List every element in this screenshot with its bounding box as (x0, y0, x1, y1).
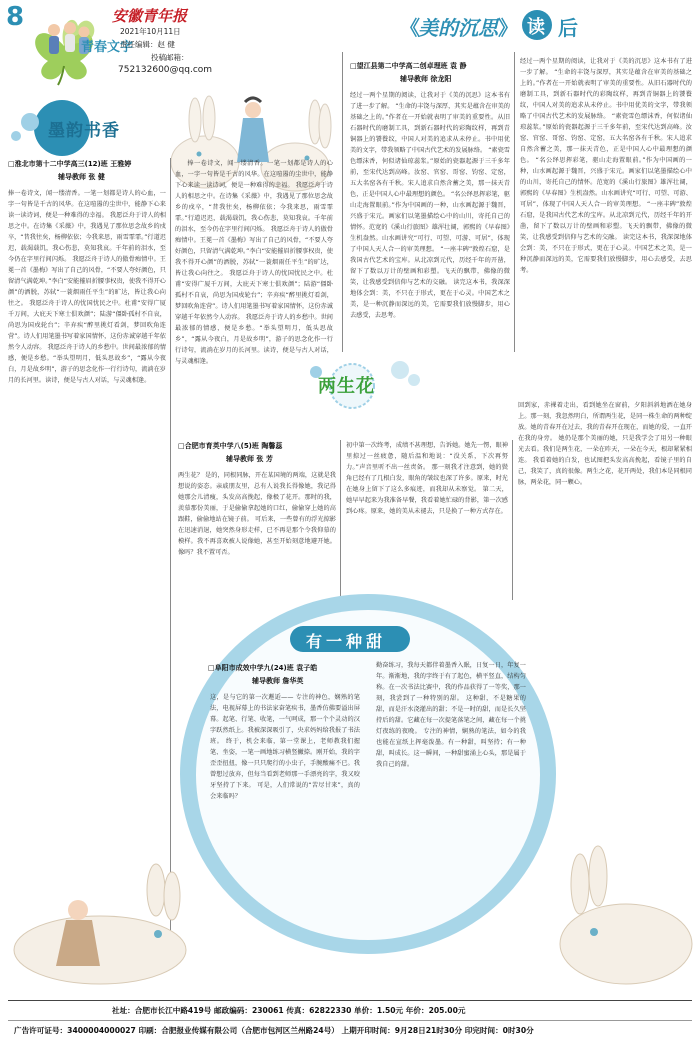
article2-body-col2: 经过一两个星期的阅读，让我对于《美的沉思》这本书有了进一步了解。 “生命的丰饶与深厚，其实是蕴含在审美的基础之上的。”作者在一开始就表明了审美的重要性。从旧石器时代的磨制工具，到新石器时代的彩陶纹样，再到青铜器上的饕餮纹，中国人对美的追求从未停止。书中用优美的文字，带我领略了中国古代艺术的发展脉络。 “素瓷雪色缥沫香，何似诸仙琼蕊浆。”原始的瓷器起源于三千多年前，至宋代达到高峰。汝窑、官窑、哥窑、钧窑、定窑，五大名窑各有千秋。宋人追求自然含蓄之美，那一抹天青色，正是中国人心中最理想的颜色。 “名公绎思挥彩笔，驱山走海置眼前。”作为中国画的一种，山水画起源于魏晋，兴盛于宋元。画家们以笔墨描绘心中的山川，寄托自己的情怀。范宽的《溪山行旅图》雄浑壮阔，郭熙的《早春图》生机盎然。山水画讲究“可行、可望、可游、可居”，体现了中国人天人合一的审美理想。 “一座丰碑”敦煌石窟，是我国古代艺术的宝库。从北凉到元代，历经千年的开凿，留下了数以万计的壁画和彩塑。飞天的飘带，佛像的微笑，让我感受到信仰与艺术的交融。 读完这本书，我深深地体会到：美，不只在于形式，更在于心灵。中国艺术之美，是一种沉静而深远的美，它需要我们放慢脚步，用心去感受，去思考。 (520, 58, 692, 274)
section-title-moyun: 墨韵书香 (48, 121, 120, 141)
section-title-liangsheng: 两生花 (318, 376, 375, 397)
article2-body-col1: 经过一两个星期的阅读，让我对于《美的沉思》这本书有了进一步了解。 “生命的丰饶与深厚，其实是蕴含在审美的基础之上的。”作者在一开始就表明了审美的重要性。从旧石器时代的磨制工具，到新石器时代的彩陶纹样，再到青铜器上的饕餮纹，中国人对美的追求从未停止。书中用优美的文字，带我领略了中国古代艺术的发展脉络。 “素瓷雪色缥沫香，何似诸仙琼蕊浆。”原始的瓷器起源于三千多年前，至宋代达到高峰。汝窑、官窑、哥窑、钧窑、定窑，五大名窑各有千秋。宋人追求自然含蓄之美，那一抹天青色，正是中国人心中最理想的颜色。 “名公绎思挥彩笔，驱山走海置眼前。”作为中国画的一种，山水画起源于魏晋，兴盛于宋元。画家们以笔墨描绘心中的山川，寄托自己的情怀。范宽的《溪山行旅图》雄浑壮阔，郭熙的《早春图》生机盎然。山水画讲究“可行、可望、可游、可居”，体现了中国人天人合一的审美理想。 “一座丰碑”敦煌石窟，是我国古代艺术的宝库。从北凉到元代，历经千年的开凿，留下了数以万计的壁画和彩塑。飞天的飘带，佛像的微笑，让我感受到信仰与艺术的交融。 读完这本书，我深深地体会到：美，不只在于形式，更在于心灵。中国艺术之美，是一种沉静而深远的美，它需要我们放慢脚步，用心去感受，去思考。 (350, 92, 510, 319)
article3-body-col1: 两生花？ 是的，同根同脉，开在某国境的两端，这就是我想说的姿态。亲戚朋友里，总有人说我长得像她，我记得她那会儿清瘦，头发高高挽起，像极了花开。那时的我，羡慕那份美丽，于是偷偷拿起她的口红，偷偷穿上她的高跟鞋，偷偷地站在镜子前。 可后来，一些曾有的浮光掠影在迅速消退，她突然身形走样，已不再是那个令我仰慕的模样。我不再喜欢被人说像她，甚至开始刻意地避开她。 像吗？我不置可否。 (178, 472, 336, 556)
article4-teacher: 辅导教师 詹华英 (252, 677, 304, 685)
column-name: 青春文字 (81, 40, 134, 55)
heading-circle-char: 读 (527, 17, 545, 38)
article4-body-col1: 这，是与它的第一次邂逅—— 专注的神色，娴熟的笔法，电视屏幕上的书法家奋笔疾书，墨香仿佛要溢出屏幕。起笔、行笔、收笔，一气呵成，那一个个灵动的汉字跃然纸上。我被深深吸引了，央求妈妈给我报了书法班。 终于，机会来临，第一堂课上，老师教我们握笔、坐姿，一笔一画地练习横竖撇捺。刚开始，我的字歪歪扭扭，像一只只爬行的小虫子，手腕酸痛不已。我曾想过放弃，但每当看到老师那一手漂亮的字，我又咬牙坚持了下来。 可是，人们常说的“苦尽甘来”，真的会来临吗？ (210, 694, 360, 800)
article4-school: □阜阳市成效中学九(24)班 袁子皓 (208, 664, 318, 672)
submission-email-label: 投稿邮箱： (151, 53, 189, 62)
article2-teacher: 辅导教师 徐龙阳 (400, 75, 452, 83)
submission-email: 752132600@qq.com (118, 65, 213, 75)
paper-name: 安徽青年报 (112, 7, 188, 25)
article1-body: 捧一卷诗文，闻一缕清香。一笔一划都是诗人的心血，一字一句皆是千古的风华。在这喧嚣的尘世中，能静下心来读一读诗词，便是一种难得的幸福。 我愿泛舟于诗人的相思之中。在诗集《采薇》中，我遇见了那位思念故乡的戍卒，“昔我往矣，杨柳依依；今我来思，雨雪霏霏。”行道迟迟，载渴载饥，我心伤悲，莫知我哀。千年前的泪水，至今仍在字里行间闪烁。 我愿泛舟于诗人的傲骨痴情中。王冕一首《墨梅》写出了自己的风骨，“不要人夸好颜色，只留清气满乾坤。”李白“安能摧眉折腰事权贵，使我不得开心颜”的洒脱，苏轼“一蓑烟雨任平生”的旷达，皆让我心向往之。 我愿泛舟于诗人的忧国忧民之中。杜甫“安得广厦千万间，大庇天下寒士俱欢颜”；陆游“僵卧孤村不自哀，尚思为国戍轮台”；辛弃疾“醉里挑灯看剑，梦回吹角连营”。诗人们用笔墨书写着家国情怀，这份赤诚穿越千年依然令人动容。 我愿泛舟于诗人的乡愁中。世间最浓郁的情感，便是乡愁。“举头望明月，低头思故乡”，“露从今夜白，月是故乡明”，游子的思念化作一行行诗句，流淌在岁月的长河里。读诗，便是与古人对话，与灵魂相逢。 (8, 190, 166, 384)
heading-right-mark: 》 (498, 16, 518, 40)
heading-after: 后 (558, 16, 578, 40)
feature-heading (400, 10, 690, 46)
article1-teacher: 辅导教师 张 健 (58, 173, 105, 181)
article1-body-col2 (175, 158, 333, 365)
article3-school: □合肥市育英中学八(5)班 陶馨蕊 (178, 442, 283, 450)
article1-continued: 捧一卷诗文，闻一缕清香。一笔一划都是诗人的心血，一字一句皆是千古的风华。在这喧嚣的尘世中，能静下心来读一读诗词，便是一种难得的幸福。 我愿泛舟于诗人的相思之中。在诗集《采薇》中，我遇见了那位思念故乡的戍卒，“昔我往矣，杨柳依依；今我来思，雨雪霏霏。”行道迟迟，载渴载饥，我心伤悲，莫知我哀。千年前的泪水，至今仍在字里行间闪烁。 我愿泛舟于诗人的傲骨痴情中。王冕一首《墨梅》写出了自己的风骨，“不要人夸好颜色，只留清气满乾坤。”李白“安能摧眉折腰事权贵，使我不得开心颜”的洒脱，苏轼“一蓑烟雨任平生”的旷达，皆让我心向往之。 我愿泛舟于诗人的忧国忧民之中。杜甫“安得广厦千万间，大庇天下寒士俱欢颜”；陆游“僵卧孤村不自哀，尚思为国戍轮台”；辛弃疾“醉里挑灯看剑，梦回吹角连营”。诗人们用笔墨书写着家国情怀，这份赤诚穿越千年依然令人动容。 我愿泛舟于诗人的乡愁中。世间最浓郁的情感，便是乡愁。“举头望明月，低头思故乡”，“露从今夜白，月是故乡明”，游子的思念化作一行行诗句，流淌在岁月的长河里。读诗，便是与古人对话，与灵魂相逢。 (175, 160, 333, 365)
article1-school: □淮北市第十二中学高三(12)班 王雅婷 (8, 160, 132, 168)
footer-line-1: 社址：合肥市长江中路419号 邮政编码：230061 传真：62822330 单价：1.50元 年价：205.00元 (112, 1006, 466, 1015)
article4-body-col2: 勤奋练习，我每天都伴着墨香入眠，日复一日，年复一年。渐渐地，我的字终于有了起色，横平竖直，结构匀称。在一次书法比赛中，我的作品获得了一等奖，那一刻，我尝到了一种特别的甜。 这种甜，不是糖果的甜，而是汗水浇灌出的甜；不是一时的甜，而是长久坚持后的甜。它藏在每一次提笔落笔之间，藏在每一个挑灯夜练的夜晚。 专注的神情，娴熟的笔法，如今的我也能在宣纸上挥毫泼墨。有一种甜，叫坚持；有一种甜，叫成长。这一瞬间，一种甜蜜涌上心头，那是属于我自己的甜。 (376, 662, 526, 768)
article3-teacher: 辅导教师 张 芳 (226, 455, 273, 463)
section-title-tianmi: 有一种甜 (306, 632, 387, 651)
page-number: 8 (6, 2, 25, 32)
rabbit-illustration-right (540, 840, 696, 990)
article2-school: □望江县第二中学高二创卓理班 袁 静 (350, 62, 467, 70)
editor-credit: 责任编辑：赵 健 (120, 40, 175, 49)
footer-line-2: 广告许可证号：3400004000027 印刷：合肥报业传媒有限公司（合肥市包河区兰州路24号） 上期开印时间：9月28日21时30分 印完时间：0时30分 (14, 1026, 534, 1035)
article3-body-col2: 初中第一次终考，成绩不甚理想，告诉她。她先一愣，眼神里掠过一丝疲惫，随后温和地说：“没关系，下次再努力。”声音里听不出一丝责备。 那一刻我才注意到，她的鬓角已经有了几根白发，眼角的皱纹也深了许多。原来，时光在她身上留下了这么多痕迹，而我却从未察觉。 第二天，她早早起来为我准备早餐，我看着她忙碌的背影，第一次感到心疼。原来，她的美从未褪去，只是换了一种方式存在。 (346, 442, 508, 515)
heading-title: 美的沉思 (418, 16, 498, 40)
issue-date: 2021年10月11日 (120, 27, 181, 36)
rabbit-illustration-left (8, 870, 198, 986)
heading-left-mark: 《 (400, 16, 420, 40)
article3-body-col3: 回到家，赤裸着走出，看到她坐在窗前，夕阳斜斜地洒在她身上。那一刻，我忽然明白，所谓两生花，是同一株生命的两种绽放。她的青春开在过去，我的青春开在现在，而她的爱，一直开在我的身旁。 她仍是那个美丽的她，只是我学会了用另一种眼光去看。我们是两生花，一朵在昨天，一朵在今天，根却紧紧相连。 我看着她的白发，也试图把头发高高挽起，看镜子里的自己，我笑了，真的很像。两生之花，花开两处，我们本是同根同脉，两朵花，同一颗心。 (518, 402, 692, 486)
